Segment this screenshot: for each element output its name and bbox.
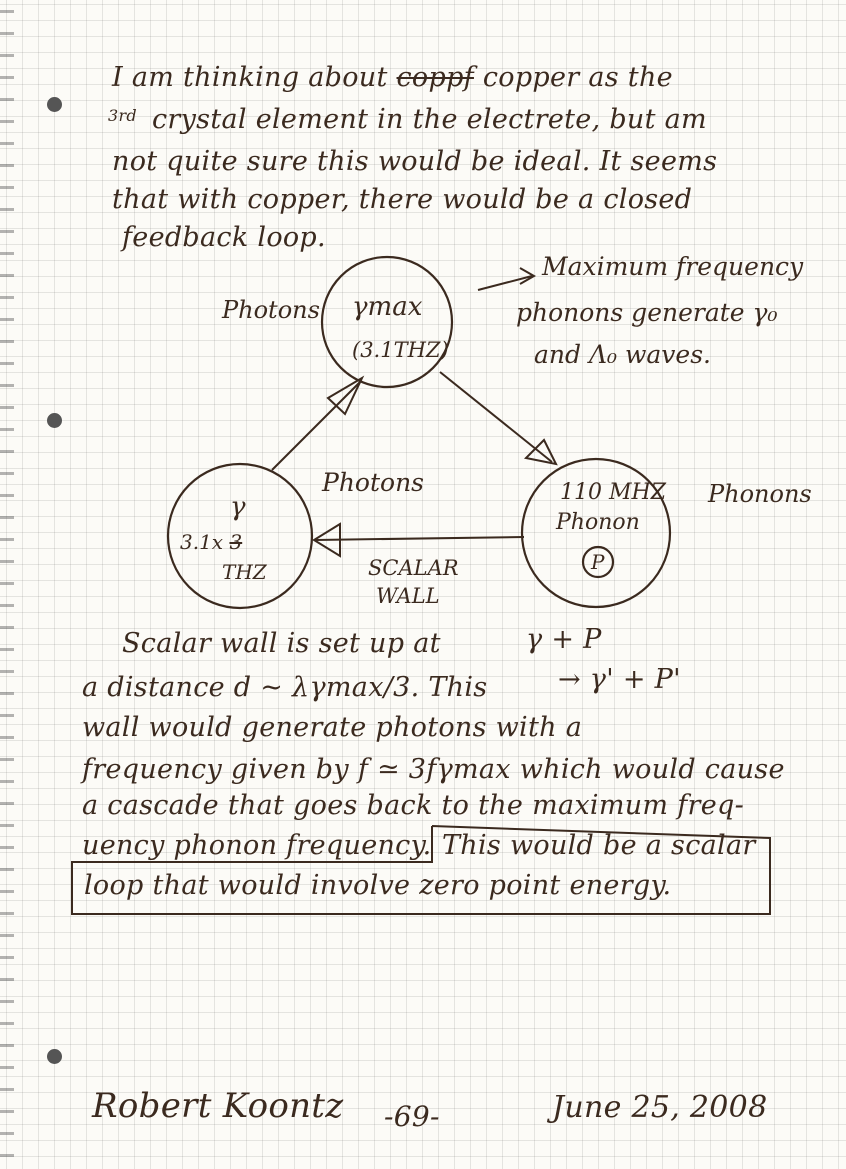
intro-line-5: feedback loop. [122,222,326,253]
body-line-3: wall would generate photons with a [82,712,583,743]
reaction-line-1: γ + P [526,624,602,655]
body-line-4: frequency given by f ≃ 3fγmax which would cause [82,754,785,785]
body-line-5: a cascade that goes back to the maximum freq- [82,790,745,821]
edge-label-photons: Photons [322,468,425,497]
page-number: -69- [384,1100,440,1133]
top-node-frequency: (3.1THZ) [352,338,449,362]
body-line-1: Scalar wall is set up at [122,628,441,659]
annotation-line-1: Maximum frequency [542,252,804,281]
annotation-line-3: and Λ₀ waves. [534,340,711,369]
intro-line-4: that with copper, there would be a closed [112,184,693,215]
boxed-line-1: This would be a scalar [442,830,756,861]
photons-side-label: Photons [222,296,320,324]
annotation-arrow [478,276,532,290]
right-node-frequency: 110 MHZ [560,480,666,505]
edge-photons [272,382,360,470]
intro-line-1-end: copper as the [482,62,673,93]
scalar-label: SCALAR [368,556,459,580]
entry-date: June 25, 2008 [552,1090,768,1125]
left-node-frequency-value: 3.1x [180,530,224,554]
photon-max-node [322,257,452,387]
reaction-line-2: → γ' + P' [558,664,681,695]
intro-line-2: crystal element in the electrete, but am [152,104,707,135]
signature: Robert Koontz [92,1086,344,1126]
boxed-line-2: loop that would involve zero point energy. [84,870,672,901]
left-node-frequency [180,530,242,554]
gamma-max-symbol: γmax [352,292,423,322]
struck-word: coppf [396,62,474,93]
annotation-line-2: phonons generate γ₀ [516,298,778,327]
gamma-symbol: γ [230,492,246,522]
body-line-2: a distance d ~ λγmax/3. This [82,672,488,703]
ordinal-superscript: 3rd [108,106,137,125]
right-node-name: Phonon [556,510,640,535]
body-line-6: uency phonon frequency. [82,830,432,861]
phonon-badge-letter: P [591,550,605,574]
intro-line-3: not quite sure this would be ideal. It seems [112,146,718,177]
edge-scalar-wall [316,537,524,540]
intro-line-1-start: I am thinking about [112,62,388,93]
struck-digit: 3 [229,530,243,554]
wall-label: WALL [376,584,440,608]
phonons-side-label: Phonons [708,480,812,508]
left-node-unit: THZ [222,560,267,584]
